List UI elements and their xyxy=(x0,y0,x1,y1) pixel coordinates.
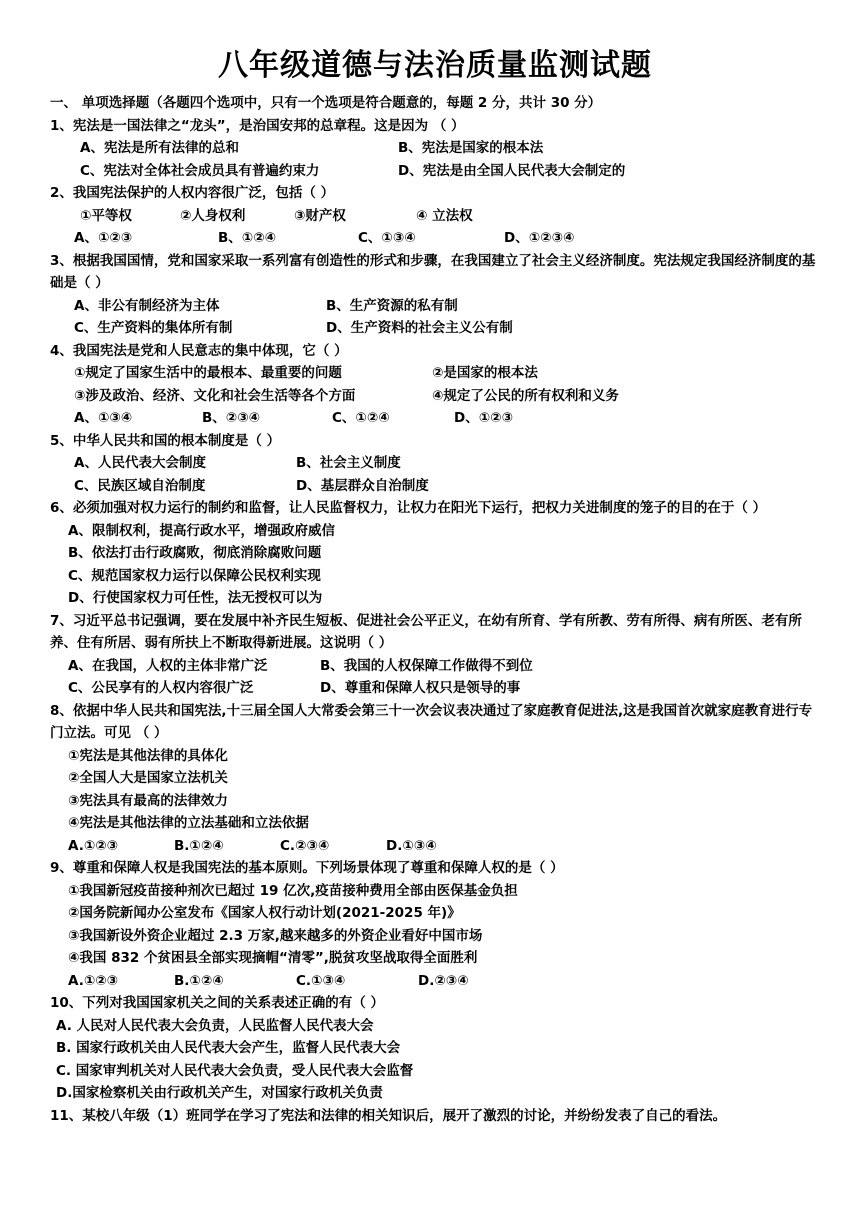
option-c[interactable]: C、宪法对全体社会成员具有普遍约束力 xyxy=(80,162,320,179)
item-1: ①宪法是其他法律的具体化 xyxy=(68,747,228,764)
question-10-stem: 10、下列对我国国家机关之间的关系表述正确的有（ ） xyxy=(50,995,384,1011)
option-d[interactable]: D、基层群众自治制度 xyxy=(296,477,429,494)
option-c[interactable]: C、①②④ xyxy=(332,410,390,426)
item-3: ③财产权 xyxy=(294,207,346,224)
item-2: ②全国人大是国家立法机关 xyxy=(68,770,228,786)
option-b[interactable]: B.①②④ xyxy=(174,837,224,854)
question-3-options-row-2 xyxy=(50,317,820,340)
question-4-items-row-1 xyxy=(50,362,820,385)
option-a[interactable]: A、①②③ xyxy=(74,230,133,246)
question-7-stem: 7、习近平总书记强调，要在发展中补齐民生短板、促进社会公平正义，在幼有所育、学有所教、劳有所得、病有所医、老有所养、住有所居、弱有所扶上不断取得新进展。这说明（ ） xyxy=(50,612,802,651)
question-4-options xyxy=(50,407,820,430)
option-c[interactable]: C. 国家审判机关对人民代表大会负责，受人民代表大会监督 xyxy=(56,1062,414,1079)
option-c[interactable]: C、规范国家权力运行以保障公民权利实现 xyxy=(68,567,321,584)
option-d[interactable]: D、行使国家权力可任性，法无授权可以为 xyxy=(68,590,323,606)
option-d[interactable]: D.①③④ xyxy=(386,837,437,854)
option-c[interactable]: C、民族区域自治制度 xyxy=(74,477,206,494)
question-4-stem: 4、我国宪法是党和人民意志的集中体现，它（ ） xyxy=(50,342,348,359)
option-a[interactable]: A、非公有制经济为主体 xyxy=(74,297,220,314)
item-3: ③涉及政治、经济、文化和社会生活等各个方面 xyxy=(74,387,356,404)
option-a[interactable]: A、在我国，人权的主体非常广泛 xyxy=(68,657,268,674)
item-2: ②人身权利 xyxy=(180,207,246,224)
question-8-options xyxy=(50,835,820,858)
option-c[interactable]: C.①③④ xyxy=(296,972,346,989)
item-4: ④我国 832 个贫困县全部实现摘帽“清零”,脱贫攻坚战取得全面胜利 xyxy=(68,950,478,966)
question-1-stem: 1、宪法是一国法律之“龙头”，是治国安邦的总章程。这是因为 （ ） xyxy=(50,117,465,134)
question-5-options-row-2 xyxy=(50,475,820,498)
option-c[interactable]: C.②③④ xyxy=(280,837,330,854)
option-d[interactable]: D.②③④ xyxy=(418,972,469,989)
item-2: ②是国家的根本法 xyxy=(432,365,538,381)
option-a[interactable]: A. 人民对人民代表大会负责，人民监督人民代表大会 xyxy=(56,1017,374,1034)
option-a[interactable]: A、宪法是所有法律的总和 xyxy=(80,140,239,156)
option-b[interactable]: B、②③④ xyxy=(202,410,261,426)
question-2-stem: 2、我国宪法保护的人权内容很广泛，包括（ ） xyxy=(50,185,335,201)
question-9-options xyxy=(50,970,820,993)
item-4: ④规定了公民的所有权利和义务 xyxy=(432,387,619,404)
option-c[interactable]: C、公民享有的人权内容很广泛 xyxy=(68,680,254,696)
option-a[interactable]: A.①②③ xyxy=(68,972,119,989)
option-d[interactable]: D、宪法是由全国人民代表大会制定的 xyxy=(398,162,626,179)
question-5-options-row-1 xyxy=(50,452,820,475)
option-b[interactable]: B、①②④ xyxy=(218,230,277,246)
question-3-options-row-1 xyxy=(50,295,820,318)
question-7-options-row-2 xyxy=(50,677,820,700)
question-11-stem: 11、某校八年级（1）班同学在学习了宪法和法律的相关知识后，展开了激烈的讨论，并纷纷发表了自己的看法。 xyxy=(50,1107,727,1124)
section-heading: 一、 单项选择题（各题四个选项中，只有一个选项是符合题意的，每题 2 分，共计 30 分） xyxy=(50,95,602,111)
option-a[interactable]: A、①③④ xyxy=(74,410,133,426)
option-b[interactable]: B、依法打击行政腐败，彻底消除腐败问题 xyxy=(68,545,322,561)
option-b[interactable]: B. 国家行政机关由人民代表大会产生，监督人民代表大会 xyxy=(56,1040,401,1056)
option-c[interactable]: C、生产资料的集体所有制 xyxy=(74,320,233,336)
item-2: ②国务院新闻办公室发布《国家人权行动计划(2021-2025 年)》 xyxy=(68,905,461,921)
option-b[interactable]: B.①②④ xyxy=(174,972,224,989)
question-3-stem: 3、根据我国国情，党和国家采取一系列富有创造性的形式和步骤，在我国建立了社会主义经济制度。宪法规定我国经济制度的基础是（ ） xyxy=(50,252,816,291)
item-1: ①规定了国家生活中的最根本、最重要的问题 xyxy=(74,365,342,381)
item-4: ④宪法是其他法律的立法基础和立法依据 xyxy=(68,815,309,831)
option-c[interactable]: C、①③④ xyxy=(358,230,416,246)
option-b[interactable]: B、社会主义制度 xyxy=(296,455,401,471)
question-2-options xyxy=(50,227,820,250)
option-b[interactable]: B、生产资源的私有制 xyxy=(326,297,458,314)
option-a[interactable]: A、人民代表大会制度 xyxy=(74,455,206,471)
item-3: ③我国新设外资企业超过 2.3 万家,越来越多的外资企业看好中国市场 xyxy=(68,927,483,944)
option-d[interactable]: D.国家检察机关由行政机关产生，对国家行政机关负责 xyxy=(56,1085,383,1101)
option-d[interactable]: D、尊重和保障人权只是领导的事 xyxy=(320,680,521,696)
option-d[interactable]: D、①②③ xyxy=(454,410,513,426)
question-8-stem: 8、依据中华人民共和国宪法,十三届全国人大常委会第三十一次会议表决通过了家庭教育促进法,这是我国首次就家庭教育进行专门立法。可见 （ ） xyxy=(50,702,813,741)
page-title: 八年级道德与法治质量监测试题 xyxy=(218,48,652,83)
question-5-stem: 5、中华人民共和国的根本制度是（ ） xyxy=(50,432,281,449)
question-1-options-row-1 xyxy=(50,137,820,160)
item-1: ①平等权 xyxy=(80,207,132,224)
item-1: ①我国新冠疫苗接种剂次已超过 19 亿次,疫苗接种费用全部由医保基金负担 xyxy=(68,882,518,899)
option-b[interactable]: B、宪法是国家的根本法 xyxy=(398,140,544,156)
question-7-options-row-1 xyxy=(50,655,820,678)
item-4: ④ 立法权 xyxy=(416,207,473,224)
option-b[interactable]: B、我国的人权保障工作做得不到位 xyxy=(320,657,533,674)
option-a[interactable]: A.①②③ xyxy=(68,837,119,854)
item-3: ③宪法具有最高的法律效力 xyxy=(68,792,228,809)
question-4-items-row-2 xyxy=(50,385,820,408)
option-a[interactable]: A、限制权利，提高行政水平，增强政府威信 xyxy=(68,522,335,539)
question-2-items xyxy=(50,205,820,228)
question-1-options-row-2 xyxy=(50,160,820,183)
option-d[interactable]: D、①②③④ xyxy=(504,230,575,246)
option-d[interactable]: D、生产资料的社会主义公有制 xyxy=(326,320,513,336)
question-6-stem: 6、必须加强对权力运行的制约和监督，让人民监督权力，让权力在阳光下运行，把权力关进制度的笼子的目的在于（ ） xyxy=(50,500,767,516)
question-9-stem: 9、尊重和保障人权是我国宪法的基本原则。下列场景体现了尊重和保障人权的是（ ） xyxy=(50,860,564,876)
